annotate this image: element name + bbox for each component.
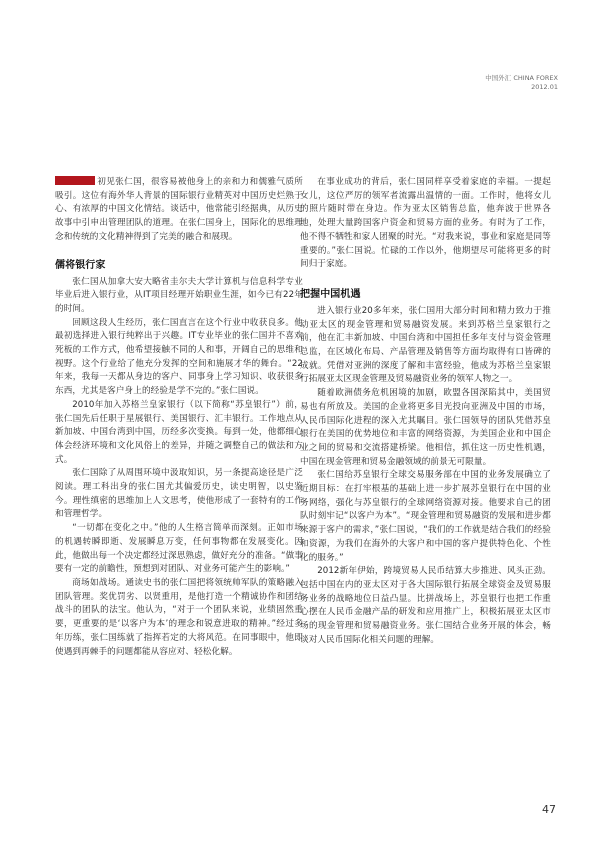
red-accent-bar xyxy=(55,176,95,185)
intro-paragraph xyxy=(55,176,303,245)
body-paragraph: 张仁国从加拿大安大略省圭尔夫大学计算机与信息科学专业毕业后进入银行业，从IT项目经理开始职业生涯，如今已有22年的时间。 xyxy=(55,276,303,314)
body-paragraph: 回顾这段人生经历，张仁国直言在这个行业中收获良多。他最初选择进入银行纯粹出于兴趣。IT专业毕业的张仁国并不喜欢死板的工作方式，他希望接触不同的人和事，开阔自己的思维和视野。这个行业给了他充分发挥的空间和施展才华的舞台。“22年来，我每一天都从身边的客户、同事身上学习知识、收获很多东西，尤其是客户身上的经验是学不完的。”张仁国说。 xyxy=(55,317,303,397)
section-heading-1: 儒将银行家 xyxy=(55,259,106,271)
page-number: 47 xyxy=(542,803,556,816)
body-paragraph: 2012新年伊始，跨境贸易人民币结算大步推进、风头正劲。包括中国在内的亚太区对于各大国际银行拓展全球资金及贸易服务业务的战略地位日益凸显。比拼战场上，苏皇银行也把工作重心摆在人民币金融产品的研发和应用推广上，积极拓展亚太区市场的现金管理和贸易融资业务。张仁国结合业务开展的体会，畅谈对人民币国际化相关问题的理解。 xyxy=(300,566,551,645)
body-paragraph: 商场如战场。通读史书的张仁国把将领统帅军队的策略融入团队管理。奖优罚劣、以贤重用，是他打造一个精诚协作和团结战斗的团队的法宝。他认为，“对于一个团队来说，业绩固然重要，更重要的是‘以客户为本’的理念和锐意进取的精神。”经过多年历练，张仁国练就了指挥若定的大将风范。在同事眼中，他即使遇到再棘手的问题都能从容应对、轻松化解。 xyxy=(55,577,303,657)
body-paragraph: “一切都在变化之中。”他的人生格言简单而深刻。正如市场的机遇转瞬即逝、发展瞬息万变，任何事物都在发展变化。因此，他做出每一个决定都经过深思熟虑，做好充分的准备。“做事要有一定的前瞻性，预想到对团队、对业务可能产生的影响。” xyxy=(55,523,303,575)
intro-text: 初见张仁国，很容易被他身上的亲和力和儒雅气质所吸引。这位有海外华人背景的国际银行业精英对中国历史烂熟于心、有浓厚的中国文化情结。谈话中，他常能引经据典，从历史故事中引申出管理团队的道理。在张仁国身上，国际化的思维理念和传统的文化精神得到了完美的融合和展现。 xyxy=(55,177,303,242)
left-column xyxy=(55,176,303,659)
right-column xyxy=(300,176,551,648)
section-heading-2: 把握中国机遇 xyxy=(300,288,361,300)
running-head xyxy=(485,74,558,92)
body-paragraph: 张仁国除了从周围环境中汲取知识，另一条提高途径是广泛阅读。理工科出身的张仁国尤其偏爱历史，读史明智，以史鉴今。理性缜密的思维加上人文思考，使他形成了一套特有的工作和管理哲学。 xyxy=(55,468,303,520)
body-paragraph: 进入银行业20多年来，张仁国用大部分时间和精力致力于推动亚太区的现金管理和贸易融资发展。来到苏格兰皇家银行之前，他在汇丰新加坡、中国台湾和中国担任多年支付与资金管理总监，在区域化布局、产品管理及销售等方面均取得有口皆碑的成就。凭借对亚洲的深度了解和丰富经验，他成为苏格兰皇家银行拓展亚太区现金管理及贸易融资业务的领军人物之一。 xyxy=(300,305,551,385)
body-paragraph: 随着欧洲债务危机困境的加剧，欧盟各国深陷其中，美国贸易也有所放及。美国的企业将更多目光投向亚洲及中国的市场，人民币国际化进程的深入尤其瞩目。张仁国领导的团队凭借苏皇银行在美国的优势地位和丰富的网络资源，为美国企业和中国企业之间的贸易和交流搭建桥梁。他相信，抓住这一历史性机遇，中国在现金管理和贸易金融领域的前景无可限量。 xyxy=(300,388,551,467)
publication-name: 中国外汇 CHINA FOREX xyxy=(485,74,558,82)
body-paragraph: 在事业成功的背后，张仁国同样享受着家庭的幸福。一提起女儿，这位严厉的领军者流露出温情的一面。工作时，他将女儿的照片随时带在身边。作为亚太区销售总监，他奔波于世界各地，处理大量跨国客户资金和贸易方面的业务。有时为了工作，他不得不牺牲和家人团聚的时光。“对我来说，事业和家庭是同等重要的。”张仁国说。忙碌的工作以外，他期望尽可能将更多的时间归于家庭。 xyxy=(300,177,551,270)
body-paragraph: 2010年加入苏格兰皇家银行（以下简称“苏皇银行”）前，张仁国先后任职于星展银行、美国银行、汇丰银行。工作地点从新加坡、中国台湾到中国，历经多次变换。每到一处，他都细心体会经济环境和文化风俗上的差异，并随之调整自己的做法和方式。 xyxy=(55,399,303,465)
body-paragraph: 张仁国给苏皇银行全球交易服务部在中国的业务发展确立了近期目标：在打牢根基的基础上进一步扩展苏皇银行在中国的业务网络，强化与苏皇银行的全球网络资源对接。他要求自己的团队时刻牢记“以客户为本”。“现金管理和贸易融资的发展和进步都来源于客户的需求，”张仁国说，“我们的工作就是结合我们的经验和资源，为我们在海外的大客户和中国的客户提供特色化、个性化的服务。” xyxy=(300,470,551,563)
issue-date: 2012.01 xyxy=(531,83,558,91)
